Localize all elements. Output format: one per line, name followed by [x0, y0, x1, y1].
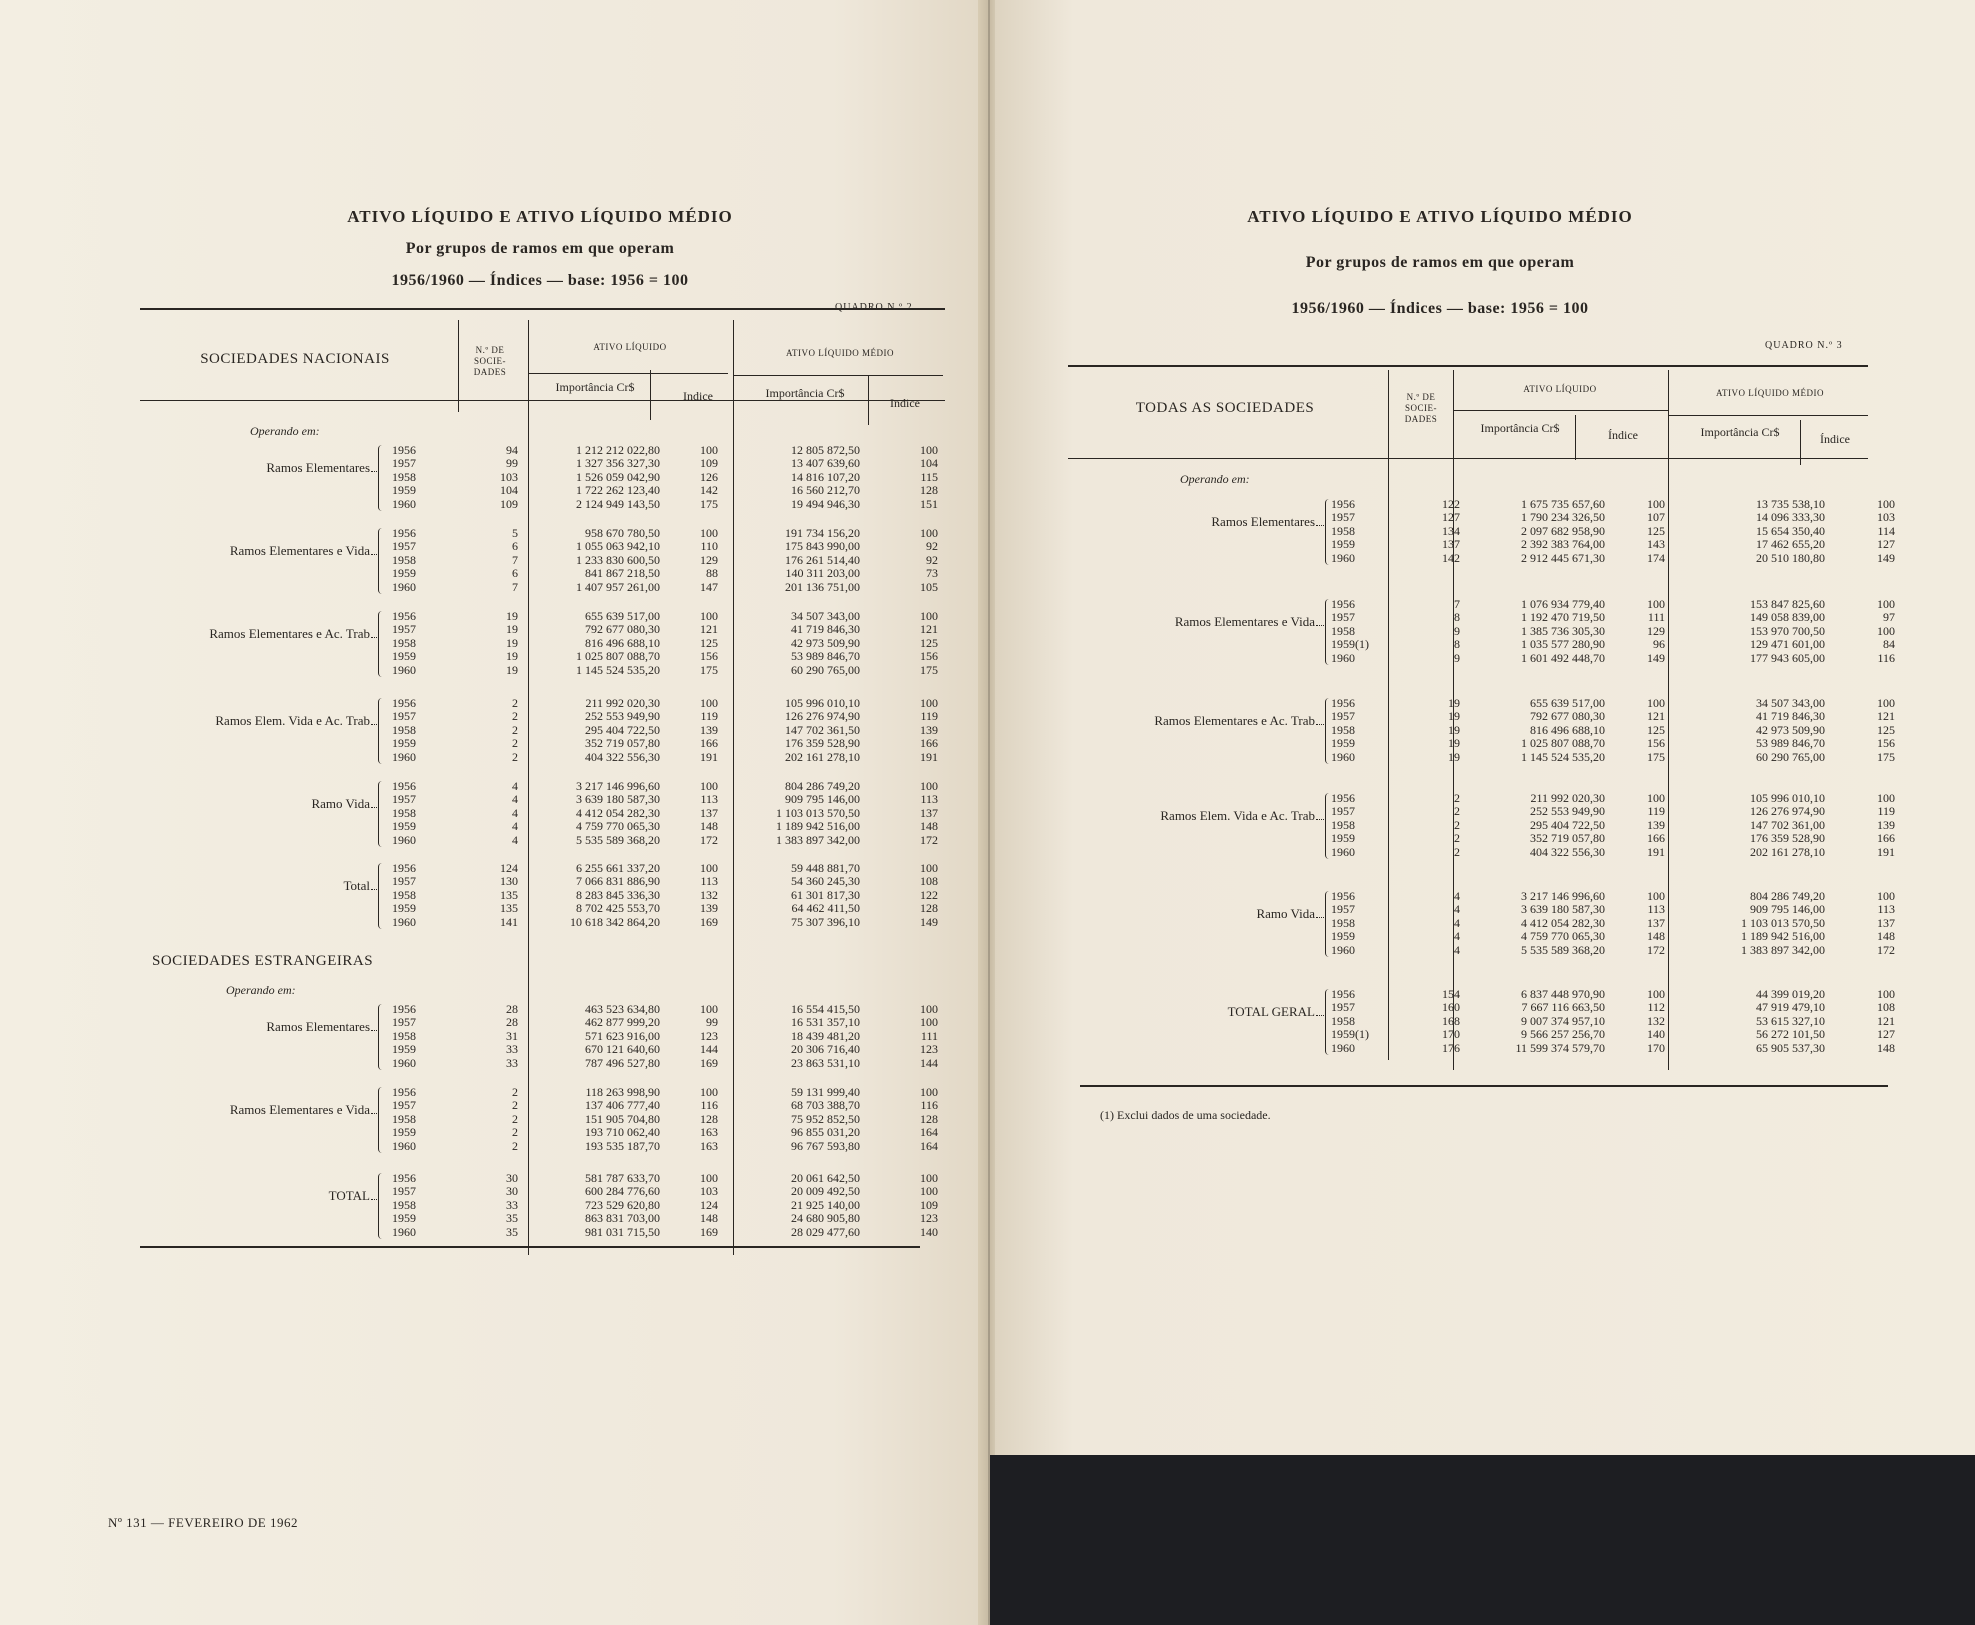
- subheader-rule: [733, 375, 943, 376]
- table-group: [0, 1086, 980, 1156]
- column-imp2: 153 847 825,60 149 058 839,00 153 970 700,50 129 471 601,00 177 943 605,00: [1750, 597, 1825, 665]
- table-group: [995, 792, 1975, 862]
- column-ind2: 100 121 125 156 175: [920, 609, 938, 677]
- group-label: Ramos Elementares: [266, 460, 370, 475]
- column-imp: 581 787 633,70 600 284 776,60 723 529 620,80 863 831 703,00 981 031 715,50: [585, 1171, 660, 1239]
- column-imp: 118 263 998,90 137 406 777,40 151 905 704,80 193 710 062,40 193 535 187,70: [585, 1085, 660, 1153]
- year-list: 1956 1957 1958 1959 1960: [1331, 791, 1355, 859]
- header-ativo-medio: ATIVO LÍQUIDO MÉDIO: [1716, 388, 1824, 398]
- column-ind: 100 112 132 140 170: [1647, 987, 1665, 1055]
- column-ind2: 100 104 115 128 151: [920, 443, 938, 511]
- subheader-rule: [528, 373, 728, 374]
- brace: [378, 781, 384, 847]
- column-imp: 3 217 146 996,60 3 639 180 587,30 4 412 054 282,30 4 759 770 065,30 5 535 589 368,20: [1521, 889, 1605, 957]
- leader-dots: [371, 796, 377, 808]
- group-label: Ramos Elementares e Vida: [229, 543, 370, 558]
- column-ind: 100 103 124 148 169: [700, 1171, 718, 1239]
- leader-dots: [371, 460, 377, 472]
- year-list: 1956 1957 1958 1959 1960: [392, 1085, 416, 1153]
- operando-label: Operando em:: [250, 424, 320, 438]
- table-bottom-rule: [140, 1246, 920, 1248]
- brace: [378, 611, 384, 677]
- column-ind: 100 113 137 148 172: [700, 779, 718, 847]
- column-imp2: 59 131 999,40 68 703 388,70 75 952 852,50 96 855 031,20 96 767 593,80: [791, 1085, 860, 1153]
- column-n: 4 4 4 4 4: [1454, 889, 1460, 957]
- year-list: 1956 1957 1958 1959 1960: [392, 696, 416, 764]
- table-group: [995, 988, 1975, 1058]
- column-imp2: 34 507 343,00 41 719 846,30 42 973 509,90 53 989 846,70 60 290 765,00: [791, 609, 860, 677]
- column-imp: 6 837 448 970,90 7 667 116 663,50 9 007 374 957,10 9 566 257 256,70 11 599 374 579,70: [1515, 987, 1605, 1055]
- leader-dots: [371, 1102, 377, 1114]
- leader-dots: [371, 713, 377, 725]
- brace: [378, 1004, 384, 1070]
- background-shadow: [990, 1455, 1975, 1625]
- header-importancia: Importância Cr$: [1480, 421, 1560, 435]
- column-n: 19 19 19 19 19: [506, 609, 518, 677]
- column-ind2: 100 100 109 123 140: [920, 1171, 938, 1239]
- year-list: 1956 1957 1958 1959(1) 1960: [1331, 597, 1369, 665]
- leader-dots: [371, 878, 377, 890]
- table-top-rule: [1068, 365, 1868, 367]
- leader-dots: [371, 543, 377, 555]
- brace: [378, 1173, 384, 1239]
- column-imp: 463 523 634,80 462 877 999,20 571 623 916,00 670 121 640,60 787 496 527,80: [585, 1002, 660, 1070]
- group-label: Ramo Vida: [1256, 906, 1315, 921]
- col-divider: [1800, 420, 1801, 465]
- table-group: [0, 1172, 980, 1242]
- quadro-number: QUADRO N.º 3: [1765, 340, 1843, 351]
- column-ind2: 100 97 100 84 116: [1877, 597, 1895, 665]
- left-page: [0, 0, 980, 1625]
- column-ind: 100 113 132 139 169: [700, 861, 718, 929]
- page-subtitle-period: 1956/1960 — Índices — base: 1956 = 100: [1291, 300, 1589, 317]
- year-list: 1956 1957 1958 1959 1960: [1331, 889, 1355, 957]
- table-top-rule: [140, 308, 945, 310]
- group-label: Ramo Vida: [311, 796, 370, 811]
- column-n: 154 160 168 170 176: [1442, 987, 1460, 1055]
- year-list: 1956 1957 1958 1959 1960: [392, 443, 416, 511]
- brace: [378, 863, 384, 929]
- group-label: Ramos Elementares e Vida: [1174, 614, 1315, 629]
- column-imp2: 44 399 019,20 47 919 479,10 53 615 327,10 56 272 101,50 65 905 537,30: [1756, 987, 1825, 1055]
- column-n: 2 2 2 2 2: [512, 696, 518, 764]
- header-ativo-medio: ATIVO LÍQUIDO MÉDIO: [786, 348, 894, 358]
- column-n: 4 4 4 4 4: [512, 779, 518, 847]
- column-ind: 100 116 128 163 163: [700, 1085, 718, 1153]
- header-indice-medio: Índice: [1820, 432, 1850, 446]
- page-subtitle-period: 1956/1960 — Índices — base: 1956 = 100: [391, 272, 689, 289]
- column-imp2: 12 805 872,50 13 407 639,60 14 816 107,20 16 560 212,70 19 494 946,30: [791, 443, 860, 511]
- column-n: 124 130 135 135 141: [500, 861, 518, 929]
- table-group: [0, 697, 980, 767]
- group-label: Total: [343, 878, 370, 893]
- table-header-rule: [140, 400, 945, 401]
- header-n-soc: N.º DE SOCIE- DADES: [1404, 392, 1438, 424]
- column-imp: 3 217 146 996,60 3 639 180 587,30 4 412 054 282,30 4 759 770 065,30 5 535 589 368,20: [576, 779, 660, 847]
- column-ind: 100 111 129 96 149: [1647, 597, 1665, 665]
- column-imp2: 20 061 642,50 20 009 492,50 21 925 140,00 24 680 905,80 28 029 477,60: [791, 1171, 860, 1239]
- leader-dots: [1316, 808, 1324, 820]
- leader-dots: [371, 626, 377, 638]
- column-n: 122 127 134 137 142: [1442, 497, 1460, 565]
- page-subtitle: Por grupos de ramos em que operam: [405, 240, 675, 257]
- column-n: 5 6 7 6 7: [512, 526, 518, 594]
- leader-dots: [1316, 514, 1324, 526]
- column-n: 19 19 19 19 19: [1448, 696, 1460, 764]
- column-n: 2 2 2 2 2: [512, 1085, 518, 1153]
- year-list: 1956 1957 1958 1959 1960: [392, 1171, 416, 1239]
- column-ind: 100 107 125 143 174: [1647, 497, 1665, 565]
- column-imp: 1 076 934 779,40 1 192 470 719,50 1 385 736 305,30 1 035 577 280,90 1 601 492 448,70: [1521, 597, 1605, 665]
- table-group: [995, 697, 1975, 767]
- table-group: [0, 610, 980, 680]
- page-title: ATIVO LÍQUIDO E ATIVO LÍQUIDO MÉDIO: [347, 207, 733, 226]
- table-group: [0, 780, 980, 850]
- group-label: Ramos Elementares: [1211, 514, 1315, 529]
- header-societies: SOCIEDADES NACIONAIS: [200, 351, 390, 367]
- leader-dots: [371, 1019, 377, 1031]
- col-divider: [868, 375, 869, 425]
- footnote: (1) Exclui dados de uma sociedade.: [1100, 1108, 1271, 1122]
- group-label: Ramos Elementares: [266, 1019, 370, 1034]
- column-imp: 211 992 020,30 252 553 949,90 295 404 722,50 352 719 057,80 404 322 556,30: [585, 696, 660, 764]
- column-ind2: 100 119 139 166 191: [920, 696, 938, 764]
- header-ativo: ATIVO LÍQUIDO: [1523, 384, 1597, 394]
- leader-dots: [371, 1188, 377, 1200]
- page-footer: Nº 131 — FEVEREIRO DE 1962: [108, 1515, 298, 1530]
- table-group: [995, 598, 1975, 668]
- column-imp2: 13 735 538,10 14 096 333,30 15 654 350,40 17 462 655,20 20 510 180,80: [1756, 497, 1825, 565]
- group-label: TOTAL: [328, 1188, 370, 1203]
- header-indice: Indice: [683, 389, 713, 403]
- column-ind2: 100 113 137 148 172: [920, 779, 938, 847]
- column-ind2: 100 119 139 166 191: [1877, 791, 1895, 859]
- brace: [378, 1087, 384, 1153]
- col-divider: [650, 370, 651, 420]
- leader-dots: [1316, 906, 1324, 918]
- group-label: Ramos Elementares e Ac. Trab: [209, 626, 370, 641]
- column-imp2: 105 996 010,10 126 276 974,90 147 702 361,00 176 359 528,90 202 161 278,10: [1750, 791, 1825, 859]
- leader-dots: [1316, 614, 1324, 626]
- subheader-rule: [1453, 410, 1668, 411]
- page-subtitle: Por grupos de ramos em que operam: [1305, 254, 1575, 271]
- column-imp: 655 639 517,00 792 677 080,30 816 496 688,10 1 025 807 088,70 1 145 524 535,20: [576, 609, 660, 677]
- column-ind2: 100 121 125 156 175: [1877, 696, 1895, 764]
- table-group: [0, 444, 980, 514]
- group-label: TOTAL GERAL: [1227, 1004, 1315, 1019]
- column-n: 7 8 9 8 9: [1454, 597, 1460, 665]
- year-list: 1956 1957 1958 1959(1) 1960: [1331, 987, 1369, 1055]
- column-n: 28 28 31 33 33: [506, 1002, 518, 1070]
- column-imp: 655 639 517,00 792 677 080,30 816 496 688,10 1 025 807 088,70 1 145 524 535,20: [1521, 696, 1605, 764]
- table-group: [995, 890, 1975, 960]
- year-list: 1956 1957 1958 1959 1960: [392, 609, 416, 677]
- quadro-number: QUADRO N.º 2: [835, 302, 913, 313]
- col-divider: [458, 320, 459, 412]
- group-label: Ramos Elementares e Vida: [229, 1102, 370, 1117]
- operando-label: Operando em:: [1180, 472, 1250, 486]
- section-estrangeiras: SOCIEDADES ESTRANGEIRAS: [152, 953, 374, 969]
- header-indice-medio: Indice: [890, 396, 920, 410]
- column-ind: 100 110 129 88 147: [700, 526, 718, 594]
- column-imp: 1 212 212 022,80 1 327 356 327,30 1 526 059 042,90 1 722 262 123,40 2 124 949 143,50: [576, 443, 660, 511]
- column-imp2: 34 507 343,00 41 719 846,30 42 973 509,90 53 989 846,70 60 290 765,00: [1756, 696, 1825, 764]
- column-ind: 100 109 126 142 175: [700, 443, 718, 511]
- column-ind: 100 119 139 166 191: [1647, 791, 1665, 859]
- year-list: 1956 1957 1958 1959 1960: [392, 1002, 416, 1070]
- header-importancia-medio: Importância Cr$: [765, 386, 845, 400]
- column-ind: 100 121 125 156 175: [700, 609, 718, 677]
- leader-dots: [1316, 713, 1324, 725]
- brace: [378, 445, 384, 511]
- header-importancia: Importância Cr$: [555, 380, 635, 394]
- column-ind2: 100 108 121 127 148: [1877, 987, 1895, 1055]
- year-list: 1956 1957 1958 1959 1960: [392, 861, 416, 929]
- group-label: Ramos Elementares e Ac. Trab: [1154, 713, 1315, 728]
- year-list: 1956 1957 1958 1959 1960: [392, 779, 416, 847]
- group-label: Ramos Elem. Vida e Ac. Trab: [215, 713, 370, 728]
- header-n-soc: N.º DE SOCIE- DADES: [473, 345, 507, 377]
- page-title: ATIVO LÍQUIDO E ATIVO LÍQUIDO MÉDIO: [1247, 207, 1633, 226]
- column-ind2: 100 116 128 164 164: [920, 1085, 938, 1153]
- column-ind2: 100 92 92 73 105: [920, 526, 938, 594]
- column-n: 2 2 2 2 2: [1454, 791, 1460, 859]
- column-ind: 100 113 137 148 172: [1647, 889, 1665, 957]
- column-imp: 211 992 020,30 252 553 949,90 295 404 722,50 352 719 057,80 404 322 556,30: [1530, 791, 1605, 859]
- column-imp2: 16 554 415,50 16 531 357,10 18 439 481,20 20 306 716,40 23 863 531,10: [791, 1002, 860, 1070]
- operando-label: Operando em:: [226, 983, 296, 997]
- year-list: 1956 1957 1958 1959 1960: [1331, 497, 1355, 565]
- right-page: [995, 0, 1975, 1600]
- table-group: [0, 527, 980, 597]
- leader-dots: [1316, 1004, 1324, 1016]
- header-ativo: ATIVO LÍQUIDO: [593, 342, 667, 352]
- brace: [378, 698, 384, 764]
- column-imp: 6 255 661 337,20 7 066 831 886,90 8 283 845 336,30 8 702 425 553,70 10 618 342 864,20: [570, 861, 660, 929]
- year-list: 1956 1957 1958 1959 1960: [1331, 696, 1355, 764]
- column-ind2: 100 100 111 123 144: [920, 1002, 938, 1070]
- column-imp2: 804 286 749,20 909 795 146,00 1 103 013 570,50 1 189 942 516,00 1 383 897 342,00: [1741, 889, 1825, 957]
- table-group: [0, 862, 980, 932]
- col-divider: [1575, 415, 1576, 460]
- header-importancia-medio: Importância Cr$: [1700, 425, 1780, 439]
- table-header-rule: [1068, 458, 1868, 459]
- year-list: 1956 1957 1958 1959 1960: [392, 526, 416, 594]
- column-ind: 100 121 125 156 175: [1647, 696, 1665, 764]
- column-n: 94 99 103 104 109: [500, 443, 518, 511]
- table-bottom-rule: [1080, 1085, 1888, 1087]
- header-societies: TODAS AS SOCIEDADES: [1135, 400, 1315, 416]
- column-ind: 100 99 123 144 169: [700, 1002, 718, 1070]
- table-group: [0, 1003, 980, 1073]
- column-imp2: 804 286 749,20 909 795 146,00 1 103 013 570,50 1 189 942 516,00 1 383 897 342,00: [776, 779, 860, 847]
- column-ind: 100 119 139 166 191: [700, 696, 718, 764]
- column-imp2: 191 734 156,20 175 843 990,00 176 261 514,40 140 311 203,00 201 136 751,00: [785, 526, 860, 594]
- brace: [378, 528, 384, 594]
- column-imp2: 105 996 010,10 126 276 974,90 147 702 361,50 176 359 528,90 202 161 278,10: [785, 696, 860, 764]
- group-label: Ramos Elem. Vida e Ac. Trab: [1160, 808, 1315, 823]
- column-ind2: 100 103 114 127 149: [1877, 497, 1895, 565]
- column-imp: 1 675 735 657,60 1 790 234 326,50 2 097 682 958,90 2 392 383 764,00 2 912 445 671,30: [1521, 497, 1605, 565]
- column-n: 30 30 33 35 35: [506, 1171, 518, 1239]
- column-imp: 958 670 780,50 1 055 063 942,10 1 233 830 600,50 841 867 218,50 1 407 957 261,00: [576, 526, 660, 594]
- column-ind2: 100 113 137 148 172: [1877, 889, 1895, 957]
- subheader-rule: [1668, 415, 1868, 416]
- column-ind2: 100 108 122 128 149: [920, 861, 938, 929]
- column-imp2: 59 448 881,70 54 360 245,30 61 301 817,30 64 462 411,50 75 307 396,10: [791, 861, 860, 929]
- header-indice: Índice: [1608, 428, 1638, 442]
- table-group: [995, 498, 1975, 568]
